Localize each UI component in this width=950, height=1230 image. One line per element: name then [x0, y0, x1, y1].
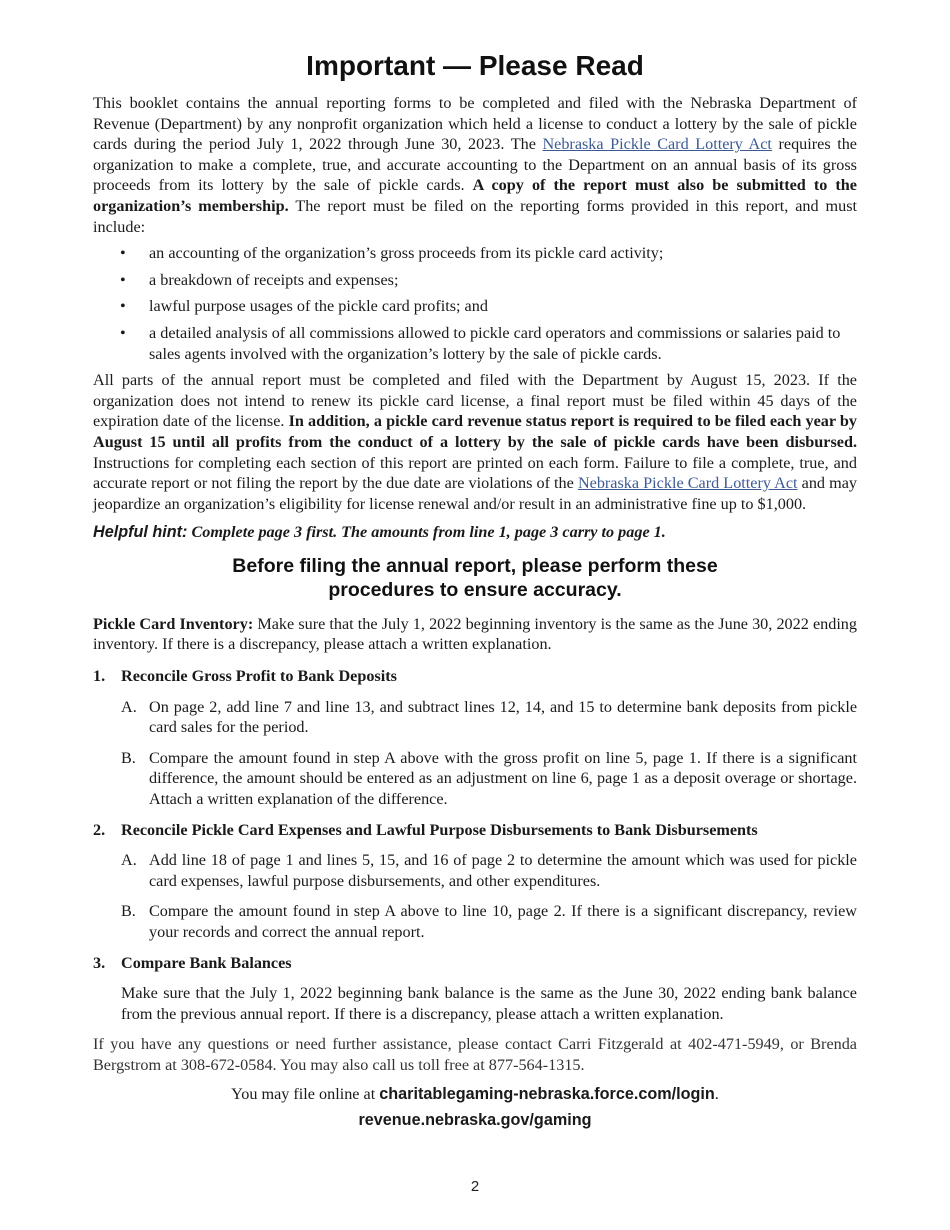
- section-heading-1: 1. Reconcile Gross Profit to Bank Deposits: [93, 667, 397, 686]
- list-item: • a breakdown of receipts and expenses;: [120, 270, 399, 289]
- step-2a: A. Add line 18 of page 1 and lines 5, 15, and 16 of page 2 to determine the amount which was used for pickle card expenses, lawful purpose disbursements, and other expenditures.: [121, 851, 857, 890]
- procedures-heading: Before filing the annual report, please perform these procedures to ensure accuracy.: [232, 554, 718, 601]
- step-2b: B. Compare the amount found in step A above to line 10, page 2. If there is a significant discrepancy, review your records and correct the annual report.: [121, 902, 857, 941]
- bullet-icon: •: [120, 297, 126, 316]
- file-online-line: You may file online at charitablegaming-nebraska.force.com/login.: [231, 1084, 719, 1103]
- status-report-bold-text: In addition, a pickle card revenue status report is required to be filed each year by August 15 until all profits from the conduct of a lottery by the sale of pickle cards have been disbursed.: [93, 412, 857, 451]
- intro-text-1: This booklet contains the annual reporting forms to be completed and filed with the Nebraska Department of Revenue (Department) by any nonprofit organization which held a license to conduct a lottery by the sale of pickle cards during the period July 1, 2022 through June 30, 2023. The: [93, 94, 857, 154]
- pickle-card-act-link[interactable]: Nebraska Pickle Card Lottery Act: [542, 135, 772, 154]
- section-heading-3: 3. Compare Bank Balances: [93, 953, 292, 972]
- filing-deadline-paragraph: All parts of the annual report must be completed and filed with the Department by August 15, 2023. If the organization does not intend to renew its pickle card license, a final report must be filed within 45 days of the expiration date of the license. In addition, a pickle card revenue status report is required to be filed each year by August 15 until all profits from the conduct of a lottery by the sale of pickle cards have been disbursed. Instructions for completing each section of this report are printed on each form. Failure to file a complete, true, and accurate report or not filing the report by the due date are violations of the Nebraska Pickle Card Lottery Act and may jeopardize an organization’s eligibility for license renewal and/or result in an administrative fine up to $1,000.: [93, 371, 857, 513]
- page-number: 2: [470, 1178, 480, 1195]
- document-page: [93, 44, 857, 1137]
- intro-paragraph: [93, 93, 857, 237]
- section-heading-2: 2. Reconcile Pickle Card Expenses and Lawful Purpose Disbursements to Bank Disbursements: [93, 820, 758, 839]
- page-title: Important — Please Read: [306, 50, 644, 81]
- gaming-website-url[interactable]: revenue.nebraska.gov/gaming: [358, 1111, 592, 1130]
- inventory-label: Pickle Card Inventory:: [93, 614, 254, 633]
- bullet-icon: •: [120, 323, 126, 342]
- contact-paragraph: If you have any questions or need further assistance, please contact Carri Fitzgerald at 402-471-5949, or Brenda Bergstrom at 308-672-0584. You may also call us toll free at 877-564-1315.: [93, 1035, 857, 1074]
- intro-text-2: requires the organization to make a complete, true, and accurate accounting to the Department on an annual basis of its gross proceeds from its lottery by the sale of pickle cards.: [93, 135, 857, 195]
- bullet-icon: •: [120, 244, 126, 263]
- step-1b: B. Compare the amount found in step A above with the gross profit on line 5, page 1. If there is a significant difference, the amount should be entered as an adjustment on line 6, page 1 as a deposit overage or shortage. Attach a written explanation of the difference.: [121, 748, 857, 809]
- bullet-icon: •: [120, 270, 126, 289]
- requirements-list: [93, 243, 857, 364]
- helpful-hint: [93, 522, 857, 543]
- intro-text-3: The report must be filed on the reporting forms provided in this report, and must include:: [93, 196, 857, 236]
- list-item: • an accounting of the organization’s gross proceeds from its pickle card activity;: [120, 244, 664, 263]
- list-item: • lawful purpose usages of the pickle card profits; and: [120, 297, 488, 316]
- list-item: • a detailed analysis of all commissions allowed to pickle card operators and commissions or salaries paid to sales agents involved with the organization’s lottery by the sale of pickle cards.: [120, 323, 841, 363]
- pickle-card-act-link-2[interactable]: Nebraska Pickle Card Lottery Act: [577, 474, 798, 493]
- hint-text: Complete page 3 first. The amounts from line 1, page 3 carry to page 1.: [187, 523, 666, 542]
- bank-balance-text: Make sure that the July 1, 2022 beginning bank balance is the same as the June 30, 2022 ending bank balance from the previous annual report. If there is a discrepancy, please attach a written explanation.: [121, 984, 857, 1023]
- online-filing-url[interactable]: charitablegaming-nebraska.force.com/login: [379, 1084, 715, 1103]
- intro-bold-text: A copy of the report must also be submitted to the organization’s membership.: [93, 176, 857, 215]
- hint-label: Helpful hint:: [93, 523, 188, 542]
- step-1a: A. On page 2, add line 7 and line 13, and subtract lines 12, 14, and 15 to determine bank deposits from pickle card sales for the period.: [121, 697, 857, 737]
- inventory-paragraph: Pickle Card Inventory: Make sure that the July 1, 2022 beginning inventory is the same as the June 30, 2022 ending inventory. If there is a discrepancy, please attach a written explanation.: [93, 614, 857, 654]
